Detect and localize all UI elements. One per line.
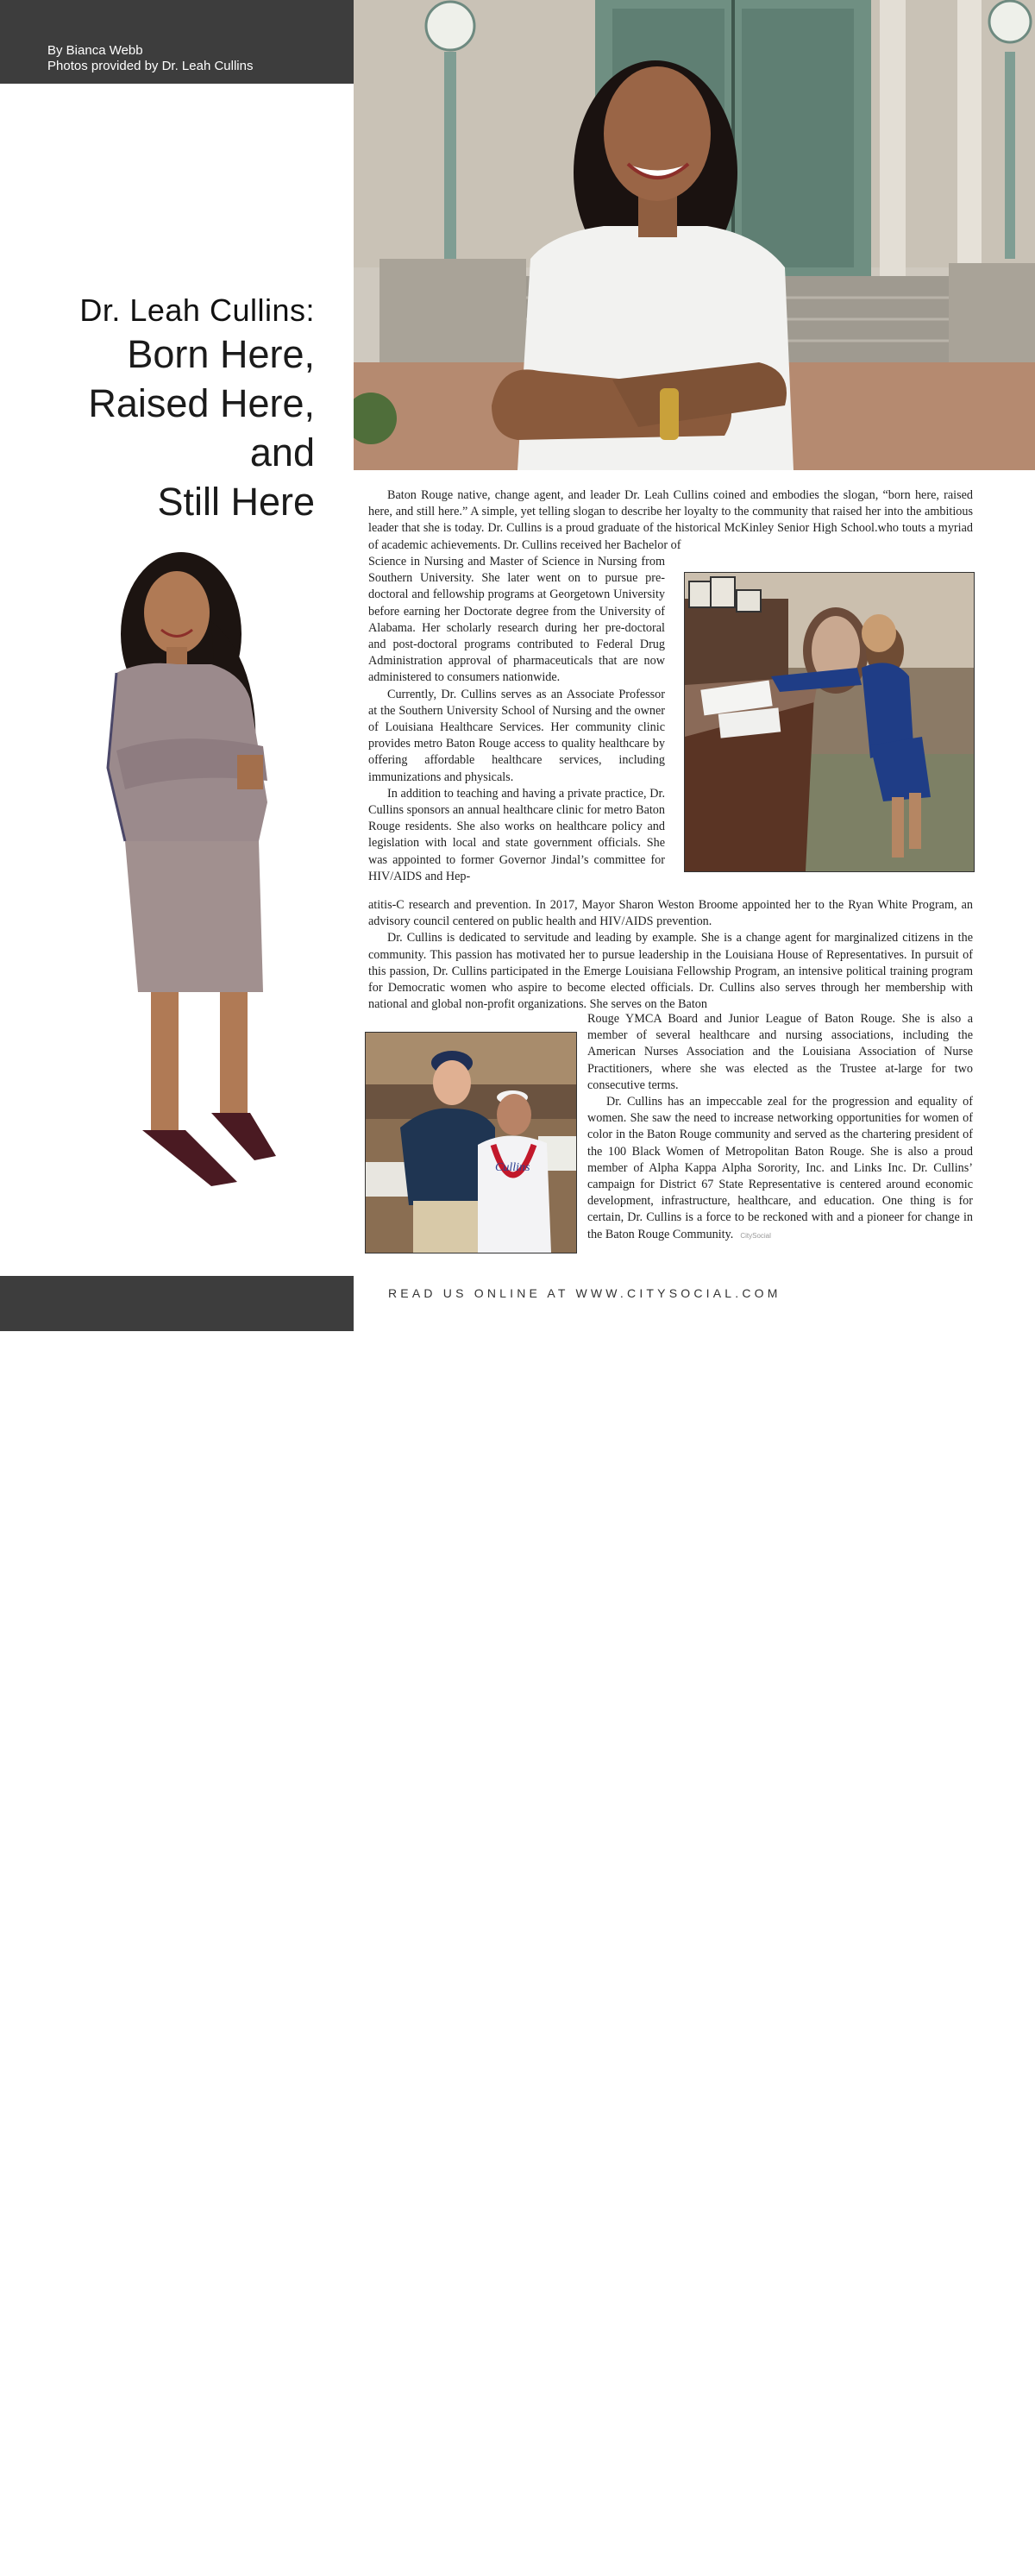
- paragraph-4-start: Dr. Cullins is dedicated to servitude and leading by example. She is a change agent for marginalized citizens in the community. This passion has motivated her to pursue leadership in the Louisiana House of Representatives. In pursuit of this passion, Dr. Cullins participated in the Emerge Louisiana Fellowship Program, an intensive political training program for Democratic women who aspire to become elected officials. Dr. Cullins also serves through her membership with national and global non-profit organizations. She serves on the Baton: [368, 931, 973, 1012]
- page-number: 28: [49, 2560, 63, 2575]
- paragraph-5-text: Dr. Cullins has an impeccable zeal for the progression and equality of women. She saw the need to increase networking opportunities for women of color in the Baton Rouge community and served as the chartering president of the 100 Black Women of Metropolitan Baton Rouge. She is also a proud member of Alpha Kappa Alpha Sorority, Inc. and Links Inc. Dr. Cullins’ campaign for District 67 State Representative is centered around economic development, infrastructure, healthcare, and education. One thing is for certain, Dr. Cullins is a force to be reckoned with and a pioneer for change in the Baton Rouge Community.: [587, 1095, 973, 1241]
- title-line-1: Born Here,: [127, 332, 315, 376]
- article-text-intro: [368, 487, 973, 554]
- citysocial-end-mark: CitySocial: [740, 1231, 771, 1240]
- footer-website: READ US ONLINE AT WWW.CITYSOCIAL.COM: [388, 1286, 781, 1300]
- byline-bar: [0, 0, 354, 84]
- title-line-4: Still Here: [157, 480, 315, 524]
- paragraph-3-start: In addition to teaching and having a private practice, Dr. Cullins sponsors an annual healthcare clinic for metro Baton Rouge residents. She also works on healthcare policy and legislation with local and state government officials. She was appointed to former Governor Jindal’s committee for HIV/AIDS and Hep-: [368, 786, 665, 883]
- article-text-column-narrow: [368, 554, 665, 885]
- title-line-3: and: [249, 430, 315, 474]
- title-name: Dr. Leah Cullins:: [79, 292, 315, 328]
- standing-portrait-photo: [91, 543, 306, 1199]
- title-line-2: Raised Here,: [88, 381, 315, 425]
- signing-documents-photo: [684, 572, 975, 872]
- paragraph-3-end: atitis-C research and prevention. In 2017, Mayor Sharon Weston Broome appointed her to the Ryan White Program, an advisory council centered on public health and HIV/AIDS prevention.: [368, 898, 973, 929]
- byline-author: By Bianca Webb: [47, 43, 143, 58]
- footer-left-bar: [0, 1276, 354, 2575]
- article-title: [4, 292, 315, 526]
- article-text-right-column: [587, 1011, 973, 1244]
- paragraph-2: Currently, Dr. Cullins serves as an Associate Professor at the Southern University School of Nursing and the owner of Louisiana Healthcare Services. Her community clinic provides metro Baton Rouge access to quality healthcare by offering affordable healthcare services, including immunizations and physicals.: [368, 687, 665, 784]
- shirt-text: Cullins: [495, 1161, 530, 1174]
- campaign-event-photo: [365, 1032, 577, 1253]
- byline: [47, 43, 253, 74]
- paragraph-1-top: Baton Rouge native, change agent, and leader Dr. Leah Cullins coined and embodies the slogan, “born here, raised here, and still here.” A simple, yet telling slogan to describe her loyalty to the community that raised her into the ambitious leader that she is today. Dr. Cullins is a proud graduate of the historical McKinley Senior High School.who touts a myriad of academic achievements. Dr. Cullins received her Bachelor of: [368, 488, 973, 552]
- hero-photo: [354, 0, 1035, 470]
- paragraph-1-continued: Science in Nursing and Master of Science in Nursing from Southern University. She later went on to pursue pre-doctoral and fellowship programs at Georgetown University before earning her Doctorate degree from the University of Alabama. Her scholarly research during her pre-doctoral and post-doctoral programs contributed to Federal Drug Administration approval of pharmaceuticals that are now administered to consumers nationwide.: [368, 555, 665, 685]
- article-text-wide: [368, 897, 973, 1013]
- paragraph-5: [587, 1094, 973, 1244]
- byline-photo-credit: Photos provided by Dr. Leah Cullins: [47, 59, 254, 73]
- paragraph-4-end: Rouge YMCA Board and Junior League of Baton Rouge. She is also a member of several healthcare and nursing associations, including the American Nurses Association and the Louisiana Association of Nurse Practitioners, where she was elected as the Trustee at-large for two consecutive terms.: [587, 1012, 973, 1092]
